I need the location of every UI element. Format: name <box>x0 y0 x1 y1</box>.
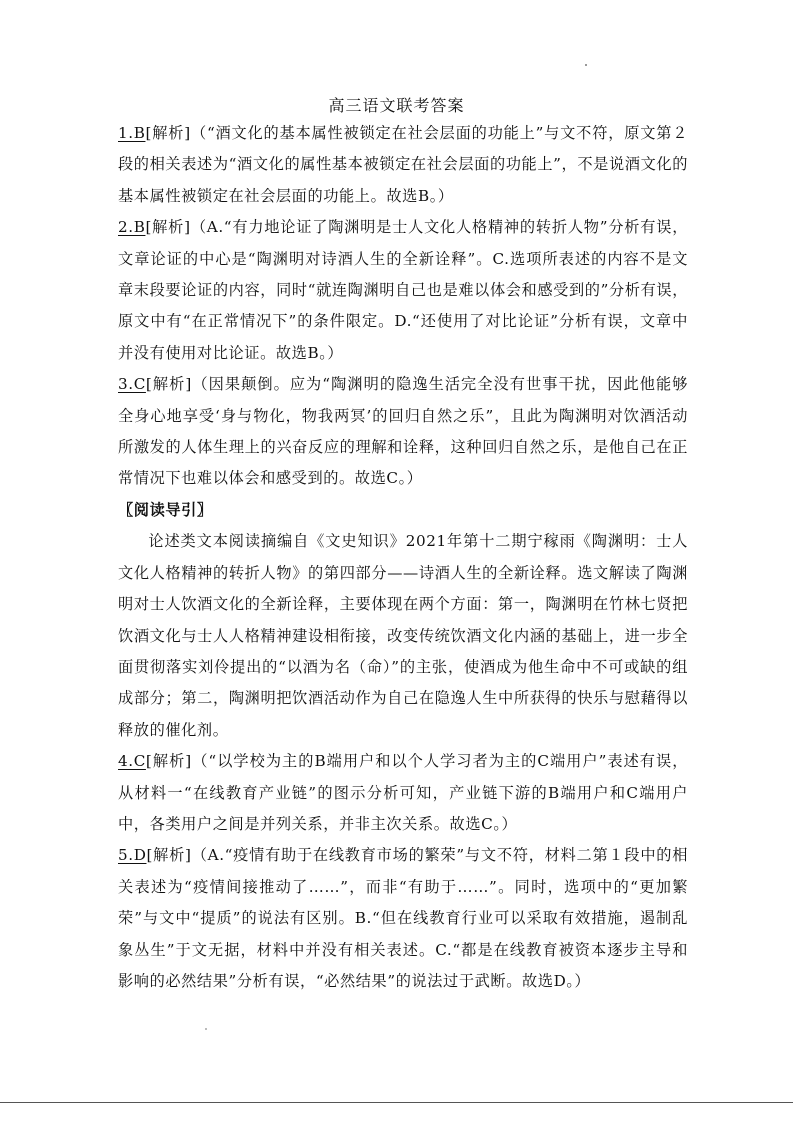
answer-item-5 <box>118 840 688 997</box>
page-bottom-rule <box>0 1102 793 1103</box>
answer-number: 3.C <box>118 375 146 394</box>
page-title: 高三语文联考答案 <box>328 96 465 115</box>
reading-guide-heading: 〖阅读导引〗 <box>118 500 213 519</box>
answer-item-1 <box>118 118 688 212</box>
answer-number: 2.B <box>118 218 146 237</box>
scan-speck <box>205 1028 207 1030</box>
answer-explanation: [解析]（因果颠倒。应为“陶渊明的隐逸生活完全没有世事干扰，因此他能够全身心地享受‘身与物化，物我两冥’的回归自然之乐”，且此为陶渊明对饮酒活动所激发的人体生理上的兴奋反应的理解和诠释，这种回归自然之乐，是他自己在正常情况下也难以体会和感受到的。故选C。） <box>118 375 688 488</box>
answer-item-3 <box>118 369 688 495</box>
answer-item-2 <box>118 212 688 369</box>
answer-explanation: [解析]（“以学校为主的B端用户和以个人学习者为主的C端用户”表述有误，从材料一“在线教育产业链”的图示分析可知，产业链下游的B端用户和C端用户中，各类用户之间是并列关系，并非主次关系。故选C。） <box>118 752 688 833</box>
answer-explanation: [解析]（“酒文化的基本属性被锁定在社会层面的功能上”与文不符，原文第２段的相关表述为“酒文化的属性基本被锁定在社会层面的功能上”，不是说酒文化的基本属性被锁定在社会层面的功能上。故选B。） <box>118 124 688 205</box>
reading-guide-text: 论述类文本阅读摘编自《文史知识》2021年第十二期宁稼雨《陶渊明：士人文化人格精神的转折人物》的第四部分——诗酒人生的全新诠释。选文解读了陶渊明对士人饮酒文化的全新诠释，主要体现在两个方面：第一，陶渊明在竹林七贤把饮酒文化与士人人格精神建设相衔接，改变传统饮酒文化内涵的基础上，进一步全面贯彻落实刘伶提出的“以酒为名（命）”的主张，使酒成为他生命中不可或缺的组成部分；第二，陶渊明把饮酒活动作为自己在隐逸人生中所获得的快乐与慰藉得以释放的催化剂。 <box>118 532 688 739</box>
answer-number: 5.D <box>118 846 147 865</box>
answer-body <box>118 118 688 997</box>
answer-explanation: [解析]（A.“有力地论证了陶渊明是士人文化人格精神的转折人物”分析有误，文章论证的中心是“陶渊明对诗酒人生的全新诠释”。C.选项所表述的内容不是文章末段要论证的内容，同时“就连陶渊明自己也是难以体会和感受到的”分析有误，原文中有“在正常情况下”的条件限定。D.“还使用了对比论证”分析有误，文章中并没有使用对比论证。故选B。） <box>118 218 688 362</box>
answer-explanation: [解析]（A.“疫情有助于在线教育市场的繁荣”与文不符，材料二第１段中的相关表述为“疫情间接推动了……”，而非“有助于……”。同时，选项中的“更加繁荣”与文中“提质”的说法有区别。B.“但在线教育行业可以采取有效措施，遏制乱象丛生”于文无据，材料中并没有相关表述。C.“都是在线教育被资本逐步主导和影响的必然结果”分析有误，“必然结果”的说法过于武断。故选D。） <box>118 846 688 990</box>
answer-number: 4.C <box>118 752 146 771</box>
scan-speck <box>585 64 587 66</box>
answer-item-4 <box>118 746 688 840</box>
answer-number: 1.B <box>118 124 146 142</box>
